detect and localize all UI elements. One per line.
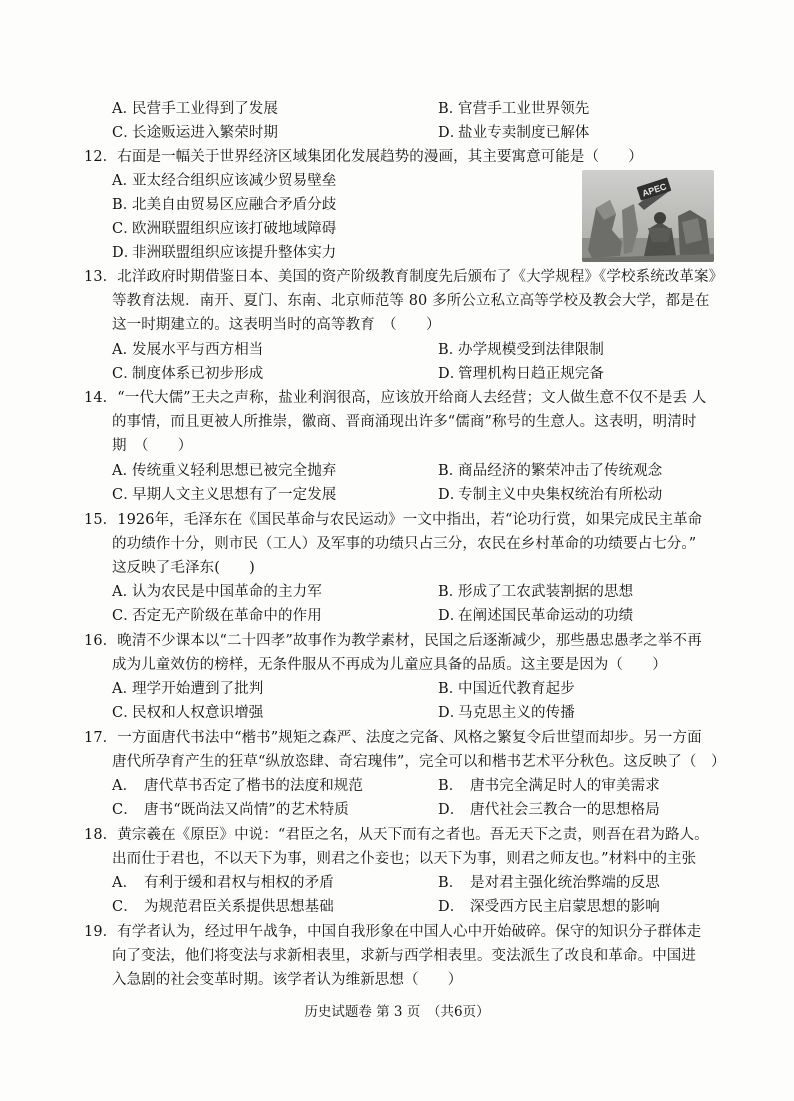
option-label: B． bbox=[112, 197, 138, 213]
option-label: C． bbox=[112, 487, 138, 503]
q11-option-c[interactable] bbox=[112, 123, 278, 143]
option-label: A． bbox=[112, 101, 138, 117]
option-text: 制度体系已初步形成 bbox=[132, 366, 264, 382]
option-label: C． bbox=[112, 366, 138, 382]
q18-option-d[interactable] bbox=[438, 897, 660, 917]
q14-option-c[interactable] bbox=[112, 485, 336, 505]
q13-option-a[interactable] bbox=[112, 340, 263, 360]
q14-stem-line-1 bbox=[84, 388, 706, 408]
q19-stem-line-3: 入急剧的社会变革时期。该学者认为维新思想（ ） bbox=[112, 972, 463, 988]
q16-option-b[interactable] bbox=[438, 679, 575, 699]
option-text: 唐书完全满足时人的审美需求 bbox=[470, 778, 660, 794]
option-label: D． bbox=[438, 608, 465, 624]
stem-line: 北洋政府时期借鉴日本、美国的资产阶级教育制度先后颁布了《大学规程》《学校系统改革案》 bbox=[117, 269, 724, 285]
question-number: 18． bbox=[84, 827, 118, 843]
option-label: D． bbox=[438, 899, 465, 915]
option-text: 办学规模受到法律限制 bbox=[458, 342, 604, 358]
q16-option-c[interactable] bbox=[112, 703, 263, 723]
option-label: B． bbox=[438, 463, 464, 479]
q14-option-a[interactable] bbox=[112, 461, 336, 481]
q15-stem-line-2: 的功绩作十分，则市民（工人）及军事的功绩只占三分，农民在乡村革命的功绩要占七分。” bbox=[112, 536, 697, 552]
option-label: D． bbox=[112, 245, 139, 261]
q13-option-d[interactable] bbox=[438, 364, 604, 384]
question-number: 13． bbox=[84, 269, 118, 285]
q18-stem-line-2: 出而仕于君也，不以天下为事，则君之仆妾也；以天下为事，则君之师友也。”材料中的主张 bbox=[112, 851, 697, 867]
q18-option-b[interactable] bbox=[438, 873, 660, 893]
q14-option-d[interactable] bbox=[438, 485, 662, 505]
q17-option-b[interactable] bbox=[438, 776, 660, 796]
q15-option-b[interactable] bbox=[438, 582, 633, 602]
q19-stem-line-1 bbox=[84, 922, 701, 942]
option-text: 中国近代教育起步 bbox=[458, 681, 575, 697]
option-text: 唐代社会三教合一的思想格局 bbox=[470, 802, 660, 818]
option-text: 长途贩运进入繁荣时期 bbox=[132, 125, 278, 141]
q13-option-c[interactable] bbox=[112, 364, 263, 384]
question-number: 14． bbox=[84, 390, 118, 406]
q14-stem-line-2: 的事情，而且更被人所推崇，徽商、晋商涌现出许多“儒商”称号的生意人。这表明，明清时 bbox=[112, 414, 697, 430]
option-label: D． bbox=[438, 487, 465, 503]
question-number: 17． bbox=[84, 730, 118, 746]
q12-option-c[interactable] bbox=[112, 219, 336, 239]
option-label: A． bbox=[112, 463, 138, 479]
option-text: 欧洲联盟组织应该打破地域障碍 bbox=[132, 221, 337, 237]
option-text: 北美自由贸易区应融合矛盾分歧 bbox=[132, 197, 337, 213]
option-label: A． bbox=[112, 584, 138, 600]
option-text: 马克思主义的传播 bbox=[458, 705, 575, 721]
option-text: 盐业专卖制度已解体 bbox=[458, 125, 590, 141]
option-label: B． bbox=[438, 681, 464, 697]
q14-option-b[interactable] bbox=[438, 461, 662, 481]
q12-option-b[interactable] bbox=[112, 195, 336, 215]
option-text: 民权和人权意识增强 bbox=[132, 705, 264, 721]
q16-option-d[interactable] bbox=[438, 703, 575, 723]
option-text: 商品经济的繁荣冲击了传统观念 bbox=[458, 463, 663, 479]
q19-stem-line-2: 向了变法，他们将变法与求新相表里，求新与西学相表里。变法派生了改良和革命。中国进 bbox=[112, 948, 696, 964]
option-text: 否定无产阶级在革命中的作用 bbox=[132, 608, 322, 624]
q16-option-a[interactable] bbox=[112, 679, 263, 699]
option-label: D． bbox=[438, 366, 465, 382]
option-label: D． bbox=[438, 705, 465, 721]
q11-option-a[interactable] bbox=[112, 99, 278, 119]
q18-option-a[interactable] bbox=[112, 873, 334, 893]
option-text: 亚太经合组织应该减少贸易壁垒 bbox=[132, 173, 337, 189]
stem-line: 黄宗羲在《原臣》中说：“君臣之名，从天下而有之者也。吾无天下之责，则吾在君为路人。 bbox=[117, 827, 709, 843]
q16-stem-line-1 bbox=[84, 631, 702, 651]
q17-stem-line-2: 唐代所孕育产生的狂草“纵放恣肆、奇宕瑰伟”，完全可以和楷书艺术平分秋色。这反映了（ ） bbox=[112, 754, 726, 770]
option-label: C． bbox=[112, 802, 138, 818]
q12-option-d[interactable] bbox=[112, 243, 336, 263]
option-label: B． bbox=[438, 342, 464, 358]
option-text: 发展水平与西方相当 bbox=[132, 342, 264, 358]
q13-stem-line-1 bbox=[84, 267, 723, 287]
stem-line: 晚清不少课本以“二十四孝”故事作为教学素材，民国之后逐渐减少，那些愚忠愚孝之举不再 bbox=[117, 633, 702, 649]
page-footer: 历史试题卷 第 3 页 （共6页） bbox=[304, 1004, 490, 1020]
q11-option-d[interactable] bbox=[438, 123, 589, 143]
option-label: B． bbox=[438, 778, 464, 794]
q15-stem-line-3: 这反映了毛泽东( ) bbox=[112, 560, 255, 576]
question-number: 19． bbox=[84, 924, 118, 940]
option-label: A． bbox=[112, 342, 138, 358]
option-label: C． bbox=[112, 221, 138, 237]
option-text: 民营手工业得到了发展 bbox=[132, 101, 278, 117]
q18-option-c[interactable] bbox=[112, 897, 334, 917]
option-text: 唐书“既尚法又尚情”的艺术特质 bbox=[144, 802, 349, 818]
q17-stem-line-1 bbox=[84, 728, 702, 748]
option-label: C． bbox=[112, 125, 138, 141]
q18-stem-line-1 bbox=[84, 825, 709, 845]
option-label: B． bbox=[438, 584, 464, 600]
stem-line: “一代大儒”王夫之声称，盐业利润很高，应该放开给商人去经营；文人做生意不仅不是丢 人 bbox=[117, 390, 707, 406]
question-number: 15． bbox=[84, 512, 118, 528]
question-number: 16． bbox=[84, 633, 118, 649]
apec-sign-text: APEC bbox=[640, 181, 668, 199]
option-text: 深受西方民主启蒙思想的影响 bbox=[470, 899, 660, 915]
option-label: A． bbox=[112, 681, 138, 697]
q15-option-a[interactable] bbox=[112, 582, 322, 602]
option-text: 管理机构日趋正规完备 bbox=[458, 366, 604, 382]
q13-option-b[interactable] bbox=[438, 340, 604, 360]
option-text: 专制主义中央集权统治有所松动 bbox=[458, 487, 663, 503]
option-label: B． bbox=[438, 875, 464, 891]
q17-option-a[interactable] bbox=[112, 776, 363, 796]
option-text: 形成了工农武装割据的思想 bbox=[458, 584, 634, 600]
stem-line: 一方面唐代书法中“楷书”规矩之森严、法度之完备、风格之繁复令后世望而却步。另一方面 bbox=[117, 730, 702, 746]
q12-stem bbox=[84, 147, 643, 167]
option-text: 唐代草书否定了楷书的法度和规范 bbox=[144, 778, 363, 794]
option-text: 是对君主强化统治弊端的反思 bbox=[470, 875, 660, 891]
option-text: 非洲联盟组织应该提升整体实力 bbox=[132, 245, 337, 261]
option-text: 有利于缓和君权与相权的矛盾 bbox=[144, 875, 334, 891]
option-text: 为规范君臣关系提供思想基础 bbox=[144, 899, 334, 915]
q14-stem-line-3: 期 （ ） bbox=[112, 438, 193, 454]
cartoon-illustration bbox=[582, 170, 714, 262]
q13-stem-line-3: 这一时期建立的。这表明当时的高等教育 （ ） bbox=[112, 317, 441, 333]
option-label: C． bbox=[112, 705, 138, 721]
q11-option-b[interactable] bbox=[438, 99, 589, 119]
option-text: 早期人文主义思想有了一定发展 bbox=[132, 487, 337, 503]
q15-option-c[interactable] bbox=[112, 606, 322, 626]
option-label: A． bbox=[112, 875, 138, 891]
option-text: 传统重义轻利思想已被完全抛弃 bbox=[132, 463, 337, 479]
q15-option-d[interactable] bbox=[438, 606, 633, 626]
option-text: 官营手工业世界领先 bbox=[458, 101, 590, 117]
option-label: A． bbox=[112, 173, 138, 189]
stem-line: 1926年，毛泽东在《国民革命与农民运动》一文中指出，若“论功行赏，如果完成民主革命 bbox=[117, 512, 703, 528]
q13-stem-line-2: 等教育法规．南开、夏门、东南、北京师范等 80 多所公立私立高等学校及教会大学，都是在 bbox=[112, 293, 710, 309]
option-label: D． bbox=[438, 125, 465, 141]
q16-stem-line-2: 成为儿童效仿的榜样，无条件服从不再成为儿童应具备的品质。这主要是因为（ ） bbox=[112, 657, 667, 673]
q12-option-a[interactable] bbox=[112, 171, 336, 191]
stem-line: 右面是一幅关于世界经济区域集团化发展趋势的漫画，其主要寓意可能是（ ） bbox=[117, 149, 643, 165]
option-label: B． bbox=[438, 101, 464, 117]
option-text: 在阐述国民革命运动的功绩 bbox=[458, 608, 634, 624]
option-text: 理学开始遭到了批判 bbox=[132, 681, 264, 697]
option-text: 认为农民是中国革命的主力军 bbox=[132, 584, 322, 600]
stem-line: 有学者认为，经过甲午战争，中国自我形象在中国人心中开始破碎。保守的知识分子群体走 bbox=[117, 924, 702, 940]
apec-cartoon-image bbox=[582, 170, 714, 262]
q15-stem-line-1 bbox=[84, 510, 702, 530]
q17-option-d[interactable] bbox=[438, 800, 660, 820]
q17-option-c[interactable] bbox=[112, 800, 349, 820]
option-label: D． bbox=[438, 802, 465, 818]
option-label: C． bbox=[112, 608, 138, 624]
option-label: A． bbox=[112, 778, 138, 794]
question-number: 12． bbox=[84, 149, 118, 165]
option-label: C． bbox=[112, 899, 138, 915]
